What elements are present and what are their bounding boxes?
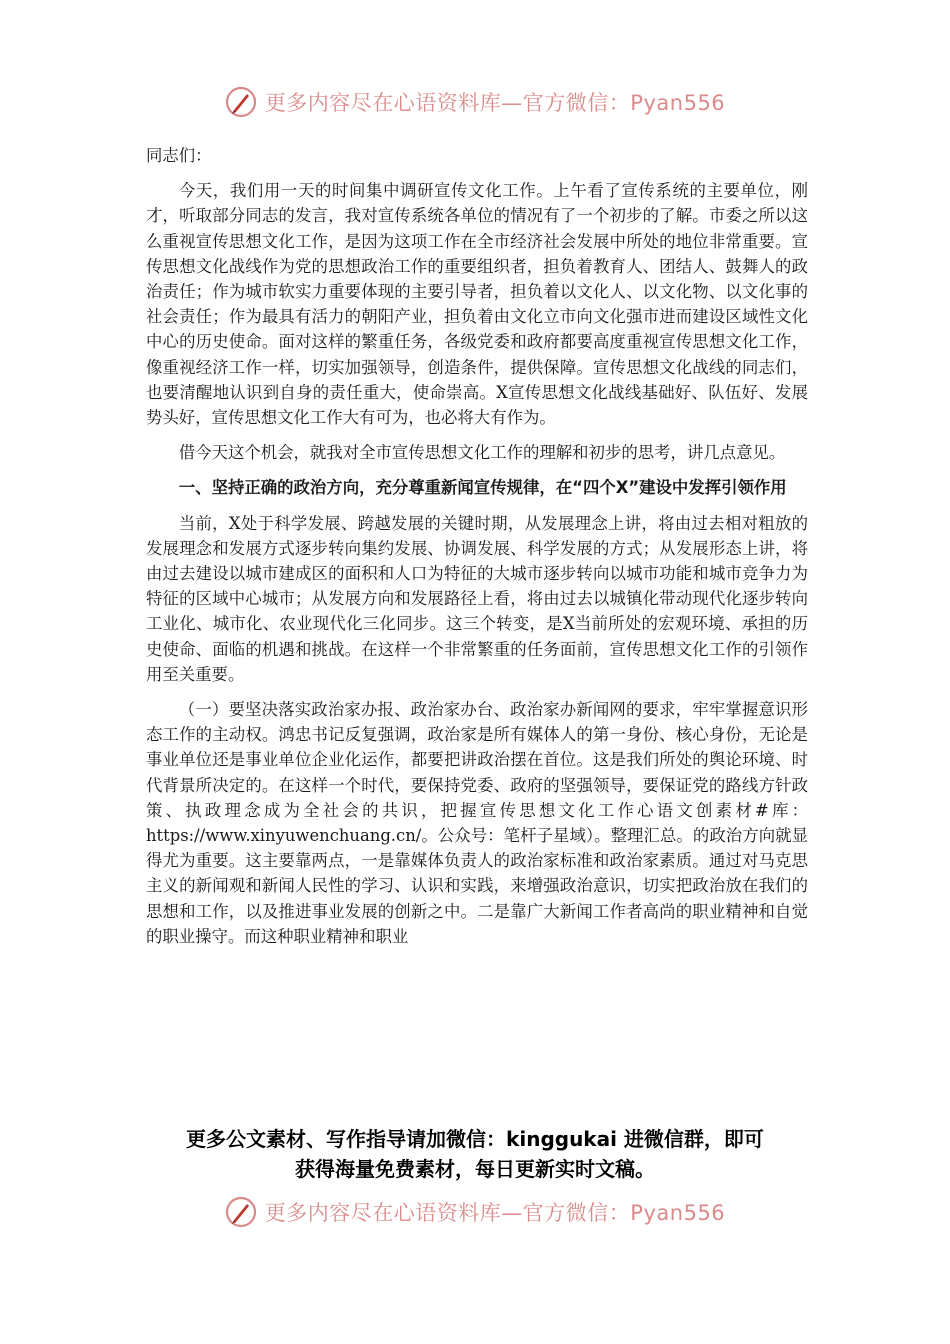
promo-line-2: 获得海量免费素材，每日更新实时文稿。 (295, 1157, 655, 1181)
promo-note (100, 1124, 850, 1184)
greeting: 同志们： (146, 146, 212, 165)
watermark-footer (0, 1196, 950, 1228)
watermark-text: 更多内容尽在心语资料库—官方微信：Pyan556 (264, 91, 726, 115)
document-body (146, 143, 808, 949)
watermark-text: 更多内容尽在心语资料库—官方微信：Pyan556 (264, 1201, 726, 1225)
quill-logo-icon (225, 1196, 257, 1228)
paragraph-2: 借今天这个机会，就我对全市宣传思想文化工作的理解和初步的思考，讲几点意见。 (178, 443, 786, 463)
quill-logo-icon (225, 86, 257, 118)
section-heading-1: 一、坚持正确的政治方向，充分尊重新闻宣传规律，在“四个X”建设中发挥引领作用 (178, 478, 787, 498)
paragraph-4: （一）要坚决落实政治家办报、政治家办台、政治家办新闻网的要求，牢牢掌握意识形态工作的主动权。鸿忠书记反复强调，政治家是所有媒体人的第一身份、核心身份，无论是事业单位还是事业单位企业化运作，都要把讲政治摆在首位。这是我们所处的舆论环境、时代背景所决定的。在这样一个时代，要保持党委、政府的坚强领导，要保证党的路线方针政策、执政理念成为全社会的共识，把握宣传思想文化工作心语文创素材#库：https://www.xinyuwenchuang.cn/。公众号：笔杆子星域）。整理汇总。的政治方向就显得尤为重要。这主要靠两点，一是靠媒体负责人的政治家标准和政治家素质。通过对马克思主义的新闻观和新闻人民性的学习、认识和实践，来增强政治意识，切实把政治放在我们的思想和工作，以及推进事业发展的创新之中。二是靠广大新闻工作者高尚的职业精神和自觉的职业操守。而这种职业精神和职业 (146, 700, 808, 946)
paragraph-1: 今天，我们用一天的时间集中调研宣传文化工作。上午看了宣传系统的主要单位，刚才，听取部分同志的发言，我对宣传系统各单位的情况有了一个初步的了解。市委之所以这么重视宣传思想文化工作，是因为这项工作在全市经济社会发展中所处的地位非常重要。宣传思想文化战线作为党的思想政治工作的重要组织者，担负着教育人、团结人、鼓舞人的政治责任；作为城市软实力重要体现的主要引导者，担负着以文化人、以文化物、以文化事的社会责任；作为最具有活力的朝阳产业，担负着由文化立市向文化强市进而建设区域性文化中心的历史使命。面对这样的繁重任务，各级党委和政府都要高度重视宣传思想文化工作，像重视经济工作一样，切实加强领导，创造条件，提供保障。宣传思想文化战线的同志们，也要清醒地认识到自身的责任重大，使命崇高。X宣传思想文化战线基础好、队伍好、发展势头好，宣传思想文化工作大有可为，也必将大有作为。 (146, 181, 808, 428)
promo-line-1: 更多公文素材、写作指导请加微信：kinggukai 进微信群，即可 (186, 1127, 764, 1151)
watermark-header (0, 86, 950, 118)
paragraph-3: 当前，X处于科学发展、跨越发展的关键时期，从发展理念上讲，将由过去相对粗放的发展理念和发展方式逐步转向集约发展、协调发展、科学发展的方式；从发展形态上讲，将由过去建设以城市建成区的面积和人口为特征的大城市逐步转向以城市功能和城市竞争力为特征的区域中心城市；从发展方向和发展路径上看，将由过去以城镇化带动现代化逐步转向工业化、城市化、农业现代化三化同步。这三个转变，是X当前所处的宏观环境、承担的历史使命、面临的机遇和挑战。在这样一个非常繁重的任务面前，宣传思想文化工作的引领作用至关重要。 (146, 513, 808, 684)
